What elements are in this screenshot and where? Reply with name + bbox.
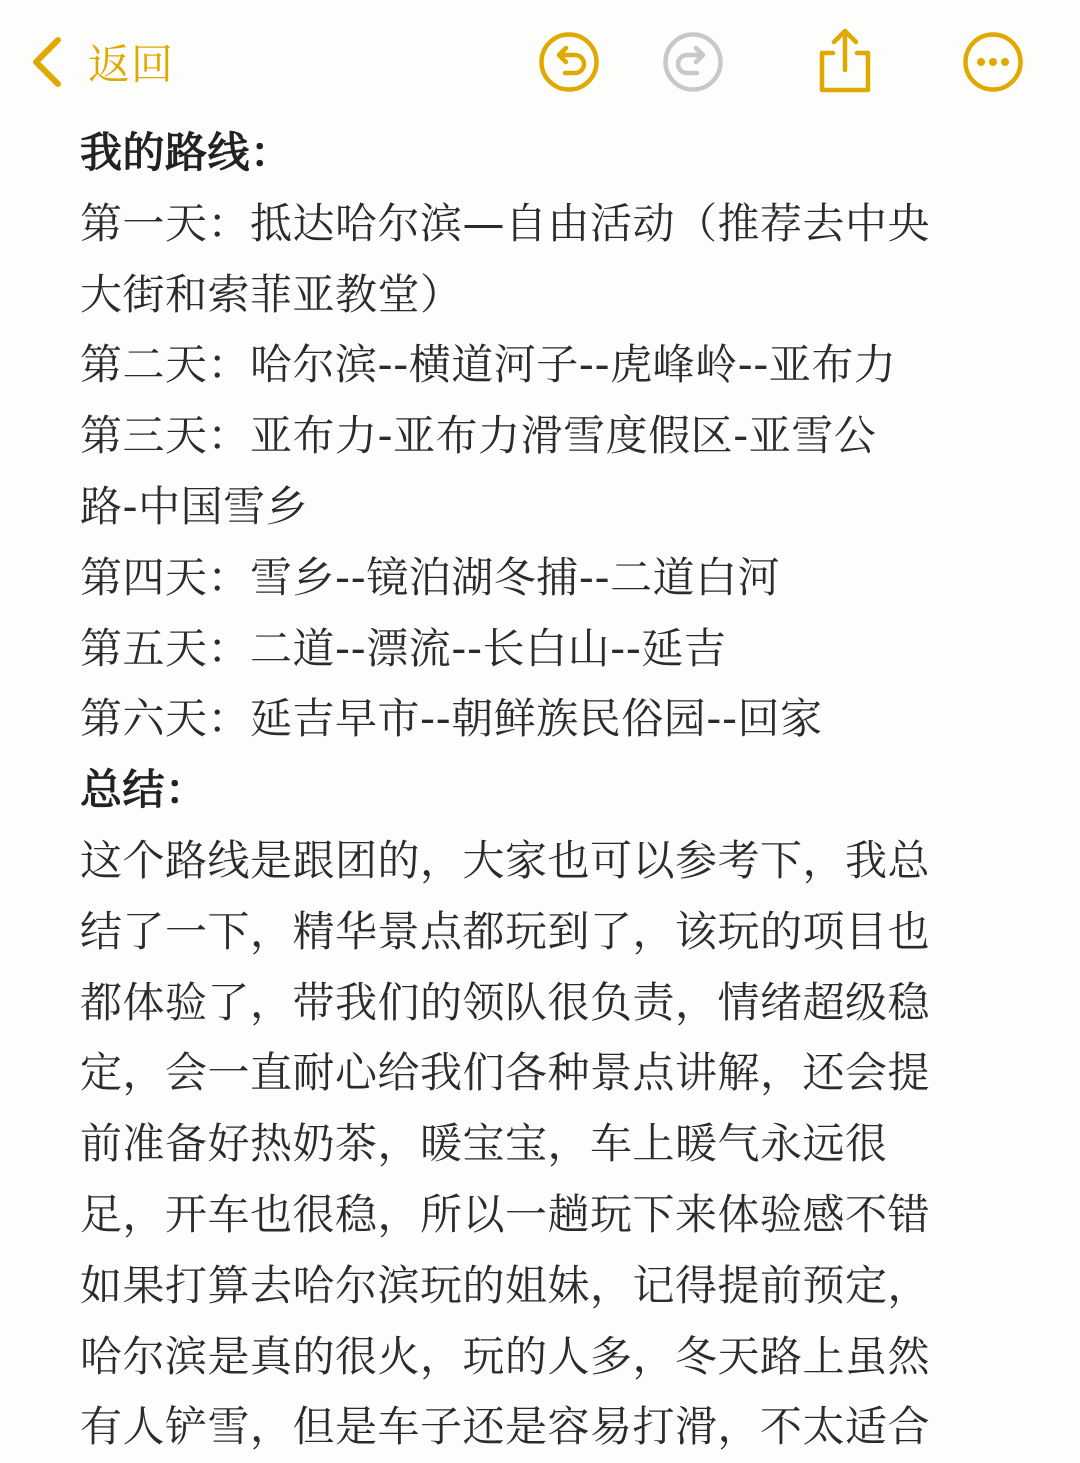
more-icon — [962, 31, 1024, 93]
route-line: 第一天：抵达哈尔滨—自由活动（推荐去中央 — [80, 198, 931, 248]
back-label: 返回 — [88, 40, 175, 89]
chevron-left-icon — [28, 34, 68, 90]
share-icon — [814, 26, 876, 96]
redo-icon — [662, 31, 724, 93]
summary-heading: 总结： — [80, 765, 208, 815]
redo-button[interactable] — [662, 31, 724, 93]
note-body[interactable] — [80, 118, 1010, 1463]
route-line: 路-中国雪乡 — [80, 481, 309, 531]
back-button[interactable] — [28, 30, 174, 94]
summary-line: 如果打算去哈尔滨玩的姐妹，记得提前预定， — [80, 1260, 931, 1310]
route-line: 第二天：哈尔滨--横道河子--虎峰岭--亚布力 — [80, 340, 897, 390]
share-button[interactable] — [814, 26, 876, 96]
route-line: 第四天：雪乡--镜泊湖冬捕--二道白河 — [80, 552, 781, 602]
route-line: 大街和索菲亚教堂） — [80, 269, 463, 319]
note-toolbar — [0, 0, 1080, 118]
undo-icon — [538, 31, 600, 93]
summary-line: 定，会一直耐心给我们各种景点讲解，还会提 — [80, 1048, 931, 1098]
summary-line: 结了一下，精华景点都玩到了，该玩的项目也 — [80, 906, 931, 956]
summary-line: 这个路线是跟团的，大家也可以参考下，我总 — [80, 835, 931, 885]
summary-line: 有人铲雪，但是车子还是容易打滑，不太适合 — [80, 1402, 931, 1452]
route-line: 第六天：延吉早市--朝鲜族民俗园--回家 — [80, 694, 823, 744]
more-button[interactable] — [962, 31, 1024, 93]
summary-line: 都体验了，带我们的领队很负责，情绪超级稳 — [80, 977, 931, 1027]
route-heading: 我的路线： — [80, 128, 293, 177]
summary-line: 哈尔滨是真的很火，玩的人多，冬天路上虽然 — [80, 1331, 931, 1381]
route-line: 第五天：二道--漂流--长白山--延吉 — [80, 623, 727, 673]
undo-button[interactable] — [538, 31, 600, 93]
summary-line: 足，开车也很稳，所以一趟玩下来体验感不错 — [80, 1189, 931, 1239]
summary-line: 前准备好热奶茶，暖宝宝，车上暖气永远很 — [80, 1119, 888, 1169]
route-line: 第三天：亚布力-亚布力滑雪度假区-亚雪公 — [80, 411, 877, 461]
